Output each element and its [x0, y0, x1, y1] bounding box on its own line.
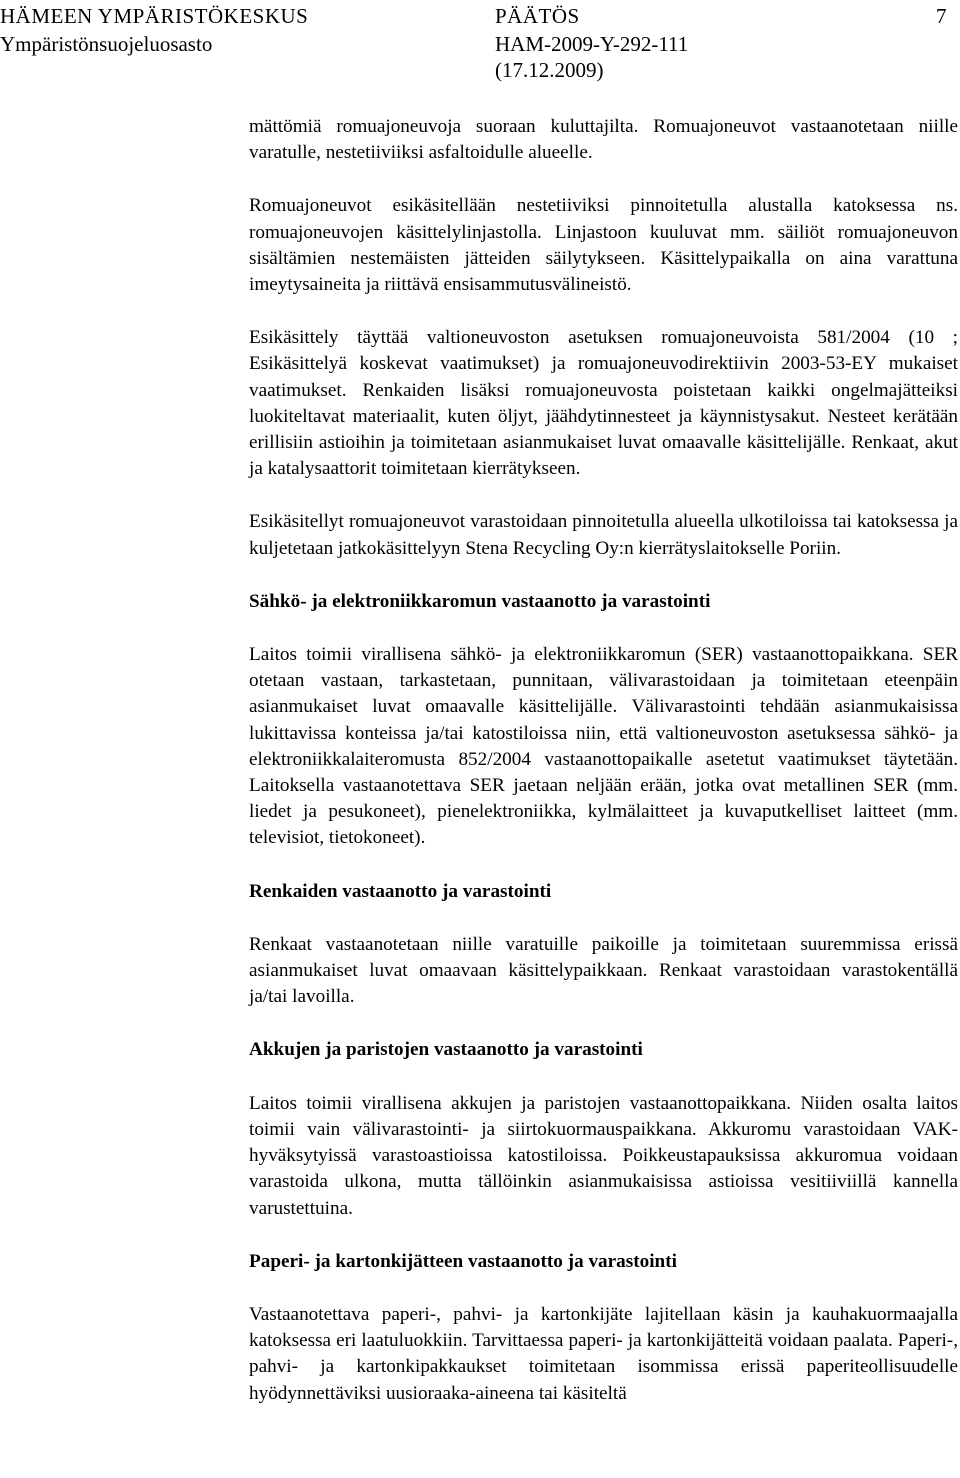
document-date: (17.12.2009): [495, 58, 604, 82]
paragraph-vehicle-intake: mättömiä romuajoneuvoja suoraan kuluttajilta. Romuajoneuvot vastaanotetaan niille varatulle, nestetiiviiksi asfaltoidulle alueelle.: [249, 116, 958, 164]
section-heading-paper: Paperi- ja kartonkijätteen vastaanotto ja varastointi: [249, 1250, 677, 1272]
organization-name: HÄMEEN YMPÄRISTÖKESKUS: [0, 4, 309, 28]
section-heading-electronics: Sähkö- ja elektroniikkaromun vastaanotto ja varastointi: [249, 590, 711, 612]
paragraph-paper: Vastaanotettava paperi-, pahvi- ja kartonkijäte lajitellaan käsin ja kauhakuormaajalla katoksessa eri laatuluokkiin. Tarvittaessa paperi- ja kartonkijätteitä voidaan paalata. Paperi-, pahvi- ja kartonkipakkaukset toimitetaan isommissa erissä paperiteollisuudelle hyödynnettäviksi uusioraaka-aineena tai käsiteltä: [249, 1303, 958, 1404]
department-name: Ympäristönsuojeluosasto: [0, 32, 213, 56]
paragraph-electronics: Laitos toimii virallisena sähkö- ja elektroniikkaromun (SER) vastaanottopaikkana. SER otetaan vastaan, tarkastetaan, punnitaan, välivarastoidaan ja toimitetaan eteenpäin asianmukaiset luvat omaavalle käsittelijälle. Välivarastointi tehdään asianmukaisissa lukittavissa konteissa ja/tai katostiloissa niin, että valtioneuvoston asetuksessa sähkö- ja elektroniikkalaiteromusta 852/2004 vastaanottopaikalle asetetut vaatimukset täytetään. Laitoksella vastaanotettava SER jaetaan neljään erään, jotka ovat metallinen SER (mm. liedet ja pesukoneet), pienelektroniikka, kylmälaitteet ja kuvaputkelliset laitteet (mm. televisiot, tietokoneet).: [249, 644, 958, 849]
paragraph-batteries: Laitos toimii virallisena akkujen ja paristojen vastaanottopaikkana. Niiden osalta laitos toimii vain välivarastointi- ja siirtokuormauspaikkana. Akkuromu varastoidaan VAK-hyväksytyissä varastoastioissa katostiloissa. Poikkeustapauksissa akkuromua voidaan varastoida ulkona, mutta tällöinkin asianmukaisissa astioissa vesitiiviillä kannella varustettuina.: [249, 1092, 958, 1219]
document-body: [249, 114, 958, 1434]
page-header: [0, 0, 960, 80]
paragraph-tires: Renkaat vastaanotetaan niille varatuille paikoille ja toimitetaan suuremmissa erissä asianmukaiset luvat omaavaan käsittelypaikkaan. Renkaat varastoidaan varastokentällä ja/tai lavoilla.: [249, 933, 958, 1008]
paragraph-pretreatment-line: Romuajoneuvot esikäsitellään nestetiiviksi pinnoitetulla alustalla katoksessa ns. romuajoneuvojen käsittelylinjastolla. Linjastoon kuuluvat mm. säiliöt romuajoneuvon sisältämien nestemäisten jätteiden säilytykseen. Käsittelypaikalla on aina varattuna imeytysaineita ja riittävä ensisammutusvälineistö.: [249, 195, 958, 296]
section-heading-batteries: Akkujen ja paristojen vastaanotto ja varastointi: [249, 1039, 643, 1061]
paragraph-pretreatment-requirements: Esikäsittely täyttää valtioneuvoston asetuksen romuajoneuvoista 581/2004 (10 ; Esikäsittelyä koskevat vaatimukset) ja romuajoneuvodirektiivin 2003-53-EY mukaiset vaatimukset. Renkaiden lisäksi romuajoneuvosta poistetaan kaikki ongelmajätteiksi luokiteltavat materiaalit, kuten öljyt, jäähdytinnesteet ja käynnistysakut. Nesteet kerätään erillisiin astioihin ja toimitetaan asianmukaiset luvat omaavalle käsittelijälle. Renkaat, akut ja katalysaattorit toimitetaan kierrätykseen.: [249, 327, 958, 480]
document-id: HAM-2009-Y-292-111: [495, 32, 689, 56]
page-number: 7: [936, 4, 947, 28]
document-type: PÄÄTÖS: [495, 4, 580, 28]
section-heading-tires: Renkaiden vastaanotto ja varastointi: [249, 880, 552, 902]
paragraph-storage-transport: Esikäsitellyt romuajoneuvot varastoidaan pinnoitetulla alueella ulkotiloissa tai katoksessa ja kuljetetaan jatkokäsittelyyn Stena Recycling Oy:n kierrätyslaitokselle Poriin.: [249, 511, 958, 559]
